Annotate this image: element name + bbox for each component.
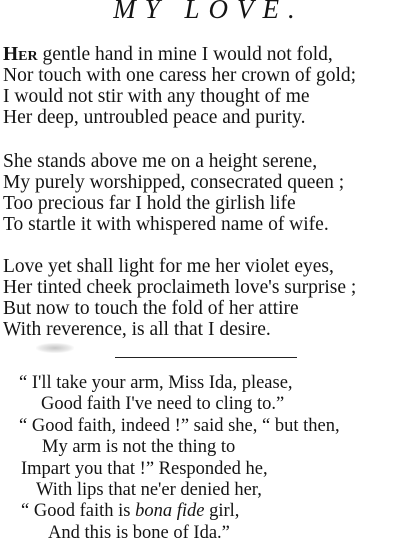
poem-line: Her deep, untroubled peace and purity. (3, 107, 306, 128)
ink-smudge (36, 343, 74, 353)
poem-title: MY LOVE. (113, 0, 304, 24)
poem-line: My arm is not the thing to (42, 437, 236, 458)
poem-line: Impart you that !” Responded he, (21, 458, 268, 479)
drop-word: Her (3, 44, 38, 65)
stanza-1 (3, 44, 417, 128)
poem-line: And this is bone of Ida.” (48, 522, 230, 543)
poem-line: Too precious far I hold the girlish life (3, 193, 296, 214)
poem-line: “ I'll take your arm, Miss Ida, please, (19, 373, 293, 393)
poem-line: My purely worshipped, consecrated queen ; (3, 172, 345, 193)
stanza-2 (3, 151, 417, 235)
poem-line: She stands above me on a height serene, (3, 151, 318, 172)
poem-line (0, 501, 417, 522)
poem-line: With lips that ne'er denied her, (36, 479, 262, 500)
poem-line: Nor touch with one caress her crown of gold; (3, 65, 357, 86)
section-divider (115, 357, 297, 358)
line-text: “ Good faith is (21, 501, 136, 522)
poem-line (3, 44, 417, 65)
poem-line: Love yet shall light for me her violet eyes, (3, 256, 334, 277)
stanza-3 (3, 256, 417, 340)
poem-line: Her tinted cheek proclaimeth love's surprise ; (3, 277, 357, 298)
poem-line: I would not stir with any thought of me (3, 86, 310, 107)
second-poem (0, 373, 417, 544)
poem-line: With reverence, is all that I desire. (3, 319, 271, 340)
poem-line: Good faith I've need to cling to.” (41, 394, 285, 415)
poem-line: To startle it with whispered name of wife. (3, 214, 329, 235)
poem-line: “ Good faith, indeed !” said she, “ but then, (19, 415, 340, 436)
poem-line: But now to touch the fold of her attire (3, 298, 299, 319)
italic-phrase: bona fide (135, 501, 205, 522)
line-text: gentle hand in mine I would not fold, (37, 44, 333, 65)
line-text: girl, (204, 501, 240, 522)
